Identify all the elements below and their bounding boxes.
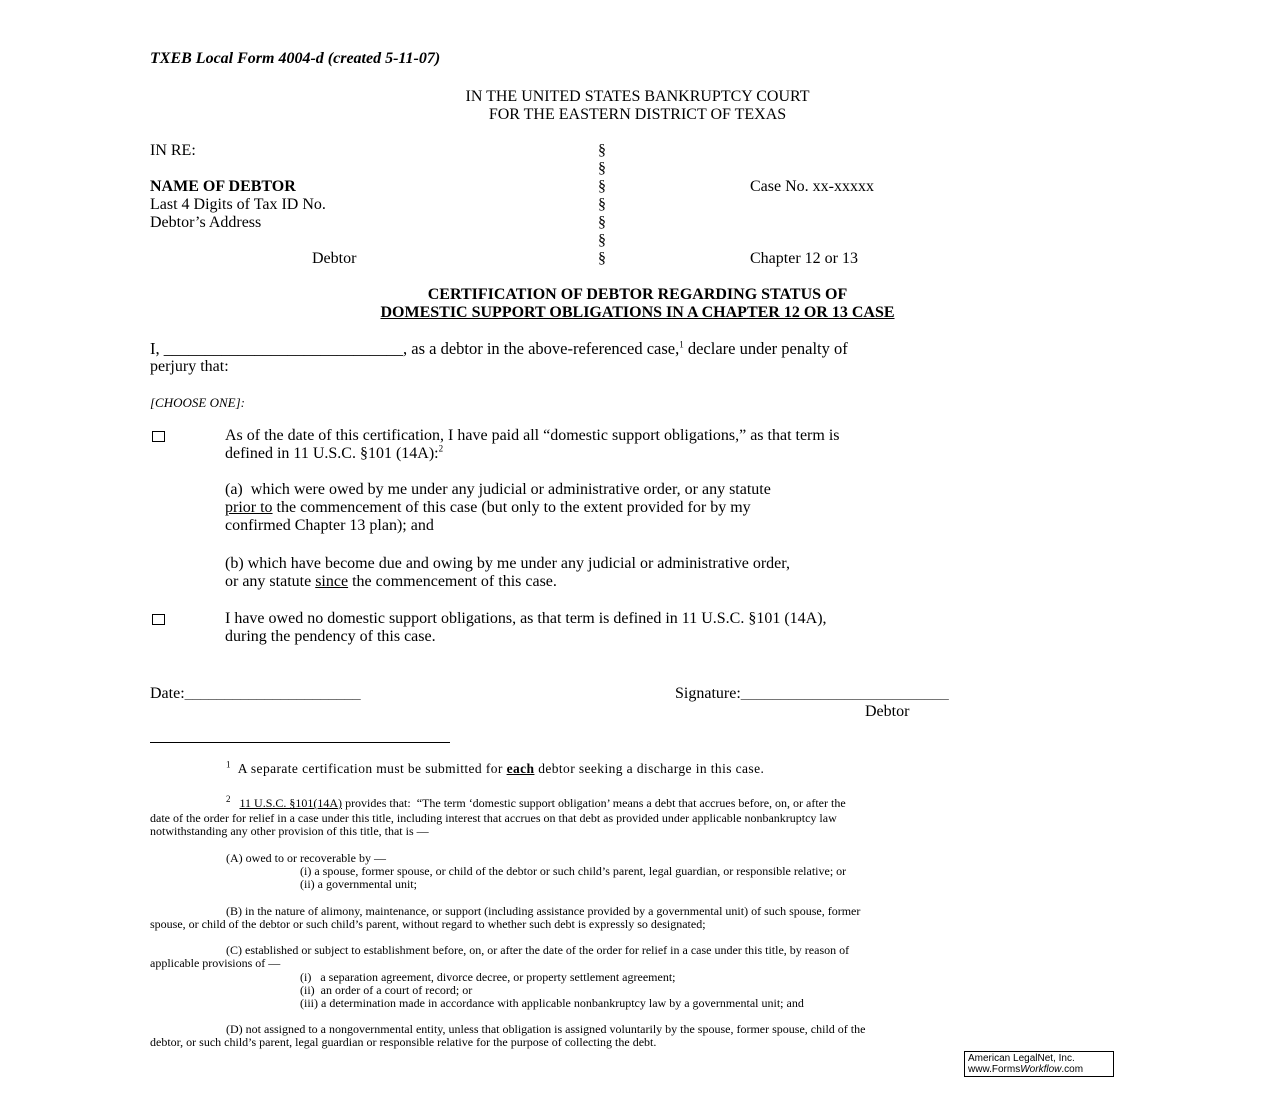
footnote-2-line-1	[226, 794, 846, 810]
signature-label: Signature:	[675, 685, 741, 702]
option-1-checkbox[interactable]	[152, 431, 165, 442]
footnote-2-line-3: notwithstanding any other provision of this title, that is —	[150, 824, 429, 838]
clause-d-1: (D) not assigned to a nongovernmental entity, unless that obligation is assigned voluntarily by the spouse, former spouse, child of the	[226, 1022, 866, 1036]
logo-company: American LegalNet, Inc.	[968, 1053, 1075, 1064]
signature-field	[675, 685, 949, 703]
option-1a-text: the commencement of this case (but only to the extent provided for by my	[272, 499, 751, 516]
court-line-2: FOR THE EASTERN DISTRICT OF TEXAS	[488, 106, 787, 123]
form-id: TXEB Local Form 4004-d (created 5-11-07)	[150, 50, 441, 67]
tax-id: Last 4 Digits of Tax ID No.	[150, 196, 326, 213]
clause-a-i: (i) a spouse, former spouse, or child of the debtor or such child’s parent, legal guardian, or responsible relative; or	[300, 864, 847, 878]
intro-text: declare under penalty of	[683, 339, 848, 358]
in-re: IN RE:	[150, 142, 196, 159]
section-mark: §	[598, 160, 606, 177]
date-field	[150, 685, 361, 703]
footnote-text: A separate certification must be submitted for	[237, 761, 507, 776]
intro-line-2: perjury that:	[150, 358, 229, 375]
option-1b-text: or any statute	[225, 573, 316, 590]
option-1-line-2	[225, 445, 443, 463]
statute-ref: 11 U.S.C. §101(14A)	[239, 796, 343, 810]
clause-a-ii: (ii) a governmental unit;	[300, 877, 417, 891]
logo-url: .com	[1061, 1064, 1084, 1075]
footnote-divider	[150, 742, 450, 743]
option-1a-line-1: (a) which were owed by me under any judicial or administrative order, or any statute	[225, 481, 771, 498]
logo-url: www.Forms	[968, 1064, 1021, 1075]
clause-c-2: applicable provisions of —	[150, 956, 281, 970]
intro-line-1	[150, 340, 848, 358]
since: since	[315, 573, 349, 590]
clause-c-ii: (ii) an order of a court of record; or	[300, 983, 473, 997]
signature-debtor: Debtor	[865, 703, 910, 720]
option-1-text: defined in 11 U.S.C. §101 (14A):	[225, 445, 439, 462]
footnote-text: provides that: “The term ‘domestic support obligation’ means a debt that accrues before, on, or after the	[342, 796, 846, 810]
clause-c-1: (C) established or subject to establishment before, on, or after the date of the order for relief in a case under this title, by reason of	[226, 943, 850, 957]
case-number: Case No. xx-xxxxx	[750, 178, 874, 195]
section-mark: §	[598, 142, 606, 159]
option-1b-text: the commencement of this case.	[348, 573, 557, 590]
footnote-1	[226, 760, 764, 778]
debtor-name: NAME OF DEBTOR	[150, 178, 296, 195]
section-mark: §	[598, 178, 606, 195]
footnote-number: 2	[226, 794, 231, 804]
signature-blank[interactable]: __________________________	[740, 685, 949, 702]
debtor-label: Debtor	[312, 250, 357, 267]
option-1b-line-2	[225, 573, 557, 591]
prior-to: prior to	[225, 499, 273, 516]
section-mark: §	[598, 196, 606, 213]
footnote-text: debtor seeking a discharge in this case.	[534, 761, 765, 776]
footnote-2-line-2: date of the order for relief in a case under this title, including interest that accrues on that debt as provided under applicable nonbankruptcy law	[150, 811, 837, 825]
american-legalnet-logo	[964, 1051, 1114, 1077]
clause-d-2: debtor, or such child’s parent, legal guardian or responsible relative for the purpose of collecting the debt.	[150, 1035, 657, 1049]
intro-text: I,	[150, 339, 164, 358]
chapter: Chapter 12 or 13	[750, 250, 858, 267]
option-1-line-1: As of the date of this certification, I have paid all “domestic support obligations,” as that term is	[225, 427, 840, 444]
option-2-checkbox[interactable]	[152, 614, 165, 625]
footnote-ref: 2	[438, 443, 444, 454]
choose-one: [CHOOSE ONE]:	[150, 395, 245, 410]
date-label: Date:	[150, 685, 185, 702]
section-mark: §	[598, 214, 606, 231]
footnote-number: 1	[226, 759, 231, 770]
option-2-line-2: during the pendency of this case.	[225, 628, 436, 645]
option-1a-line-2	[225, 499, 751, 517]
heading-line-2: DOMESTIC SUPPORT OBLIGATIONS IN A CHAPTER 12 OR 13 CASE	[380, 304, 895, 321]
footnote-ref: 1	[679, 339, 684, 350]
debtor-name-blank[interactable]: _____________________________	[163, 339, 403, 358]
court-line-1: IN THE UNITED STATES BANKRUPTCY COURT	[465, 88, 810, 105]
date-blank[interactable]: ______________________	[184, 685, 361, 702]
clause-c-i: (i) a separation agreement, divorce decree, or property settlement agreement;	[300, 970, 676, 984]
clause-b-1: (B) in the nature of alimony, maintenance, or support (including assistance provided by a governmental unit) of such spouse, former	[226, 904, 861, 918]
footnote-emphasis: each	[506, 761, 535, 776]
option-1a-line-3: confirmed Chapter 13 plan); and	[225, 517, 434, 534]
option-1b-line-1: (b) which have become due and owing by me under any judicial or administrative order,	[225, 555, 790, 572]
option-2-line-1: I have owed no domestic support obligations, as that term is defined in 11 U.S.C. §101 (14A),	[225, 610, 827, 627]
intro-text: , as a debtor in the above-referenced case,	[403, 339, 680, 358]
clause-c-iii: (iii) a determination made in accordance with applicable nonbankruptcy law by a governmental unit; and	[300, 996, 804, 1010]
clause-b-2: spouse, or child of the debtor or such child’s parent, without regard to whether such debt is expressly so designated;	[150, 917, 706, 931]
section-mark: §	[598, 232, 606, 249]
heading-line-1: CERTIFICATION OF DEBTOR REGARDING STATUS OF	[427, 286, 848, 303]
logo-url: Workflow	[1020, 1064, 1062, 1075]
clause-a: (A) owed to or recoverable by —	[226, 851, 386, 865]
debtor-address: Debtor’s Address	[150, 214, 262, 231]
section-mark: §	[598, 250, 606, 267]
